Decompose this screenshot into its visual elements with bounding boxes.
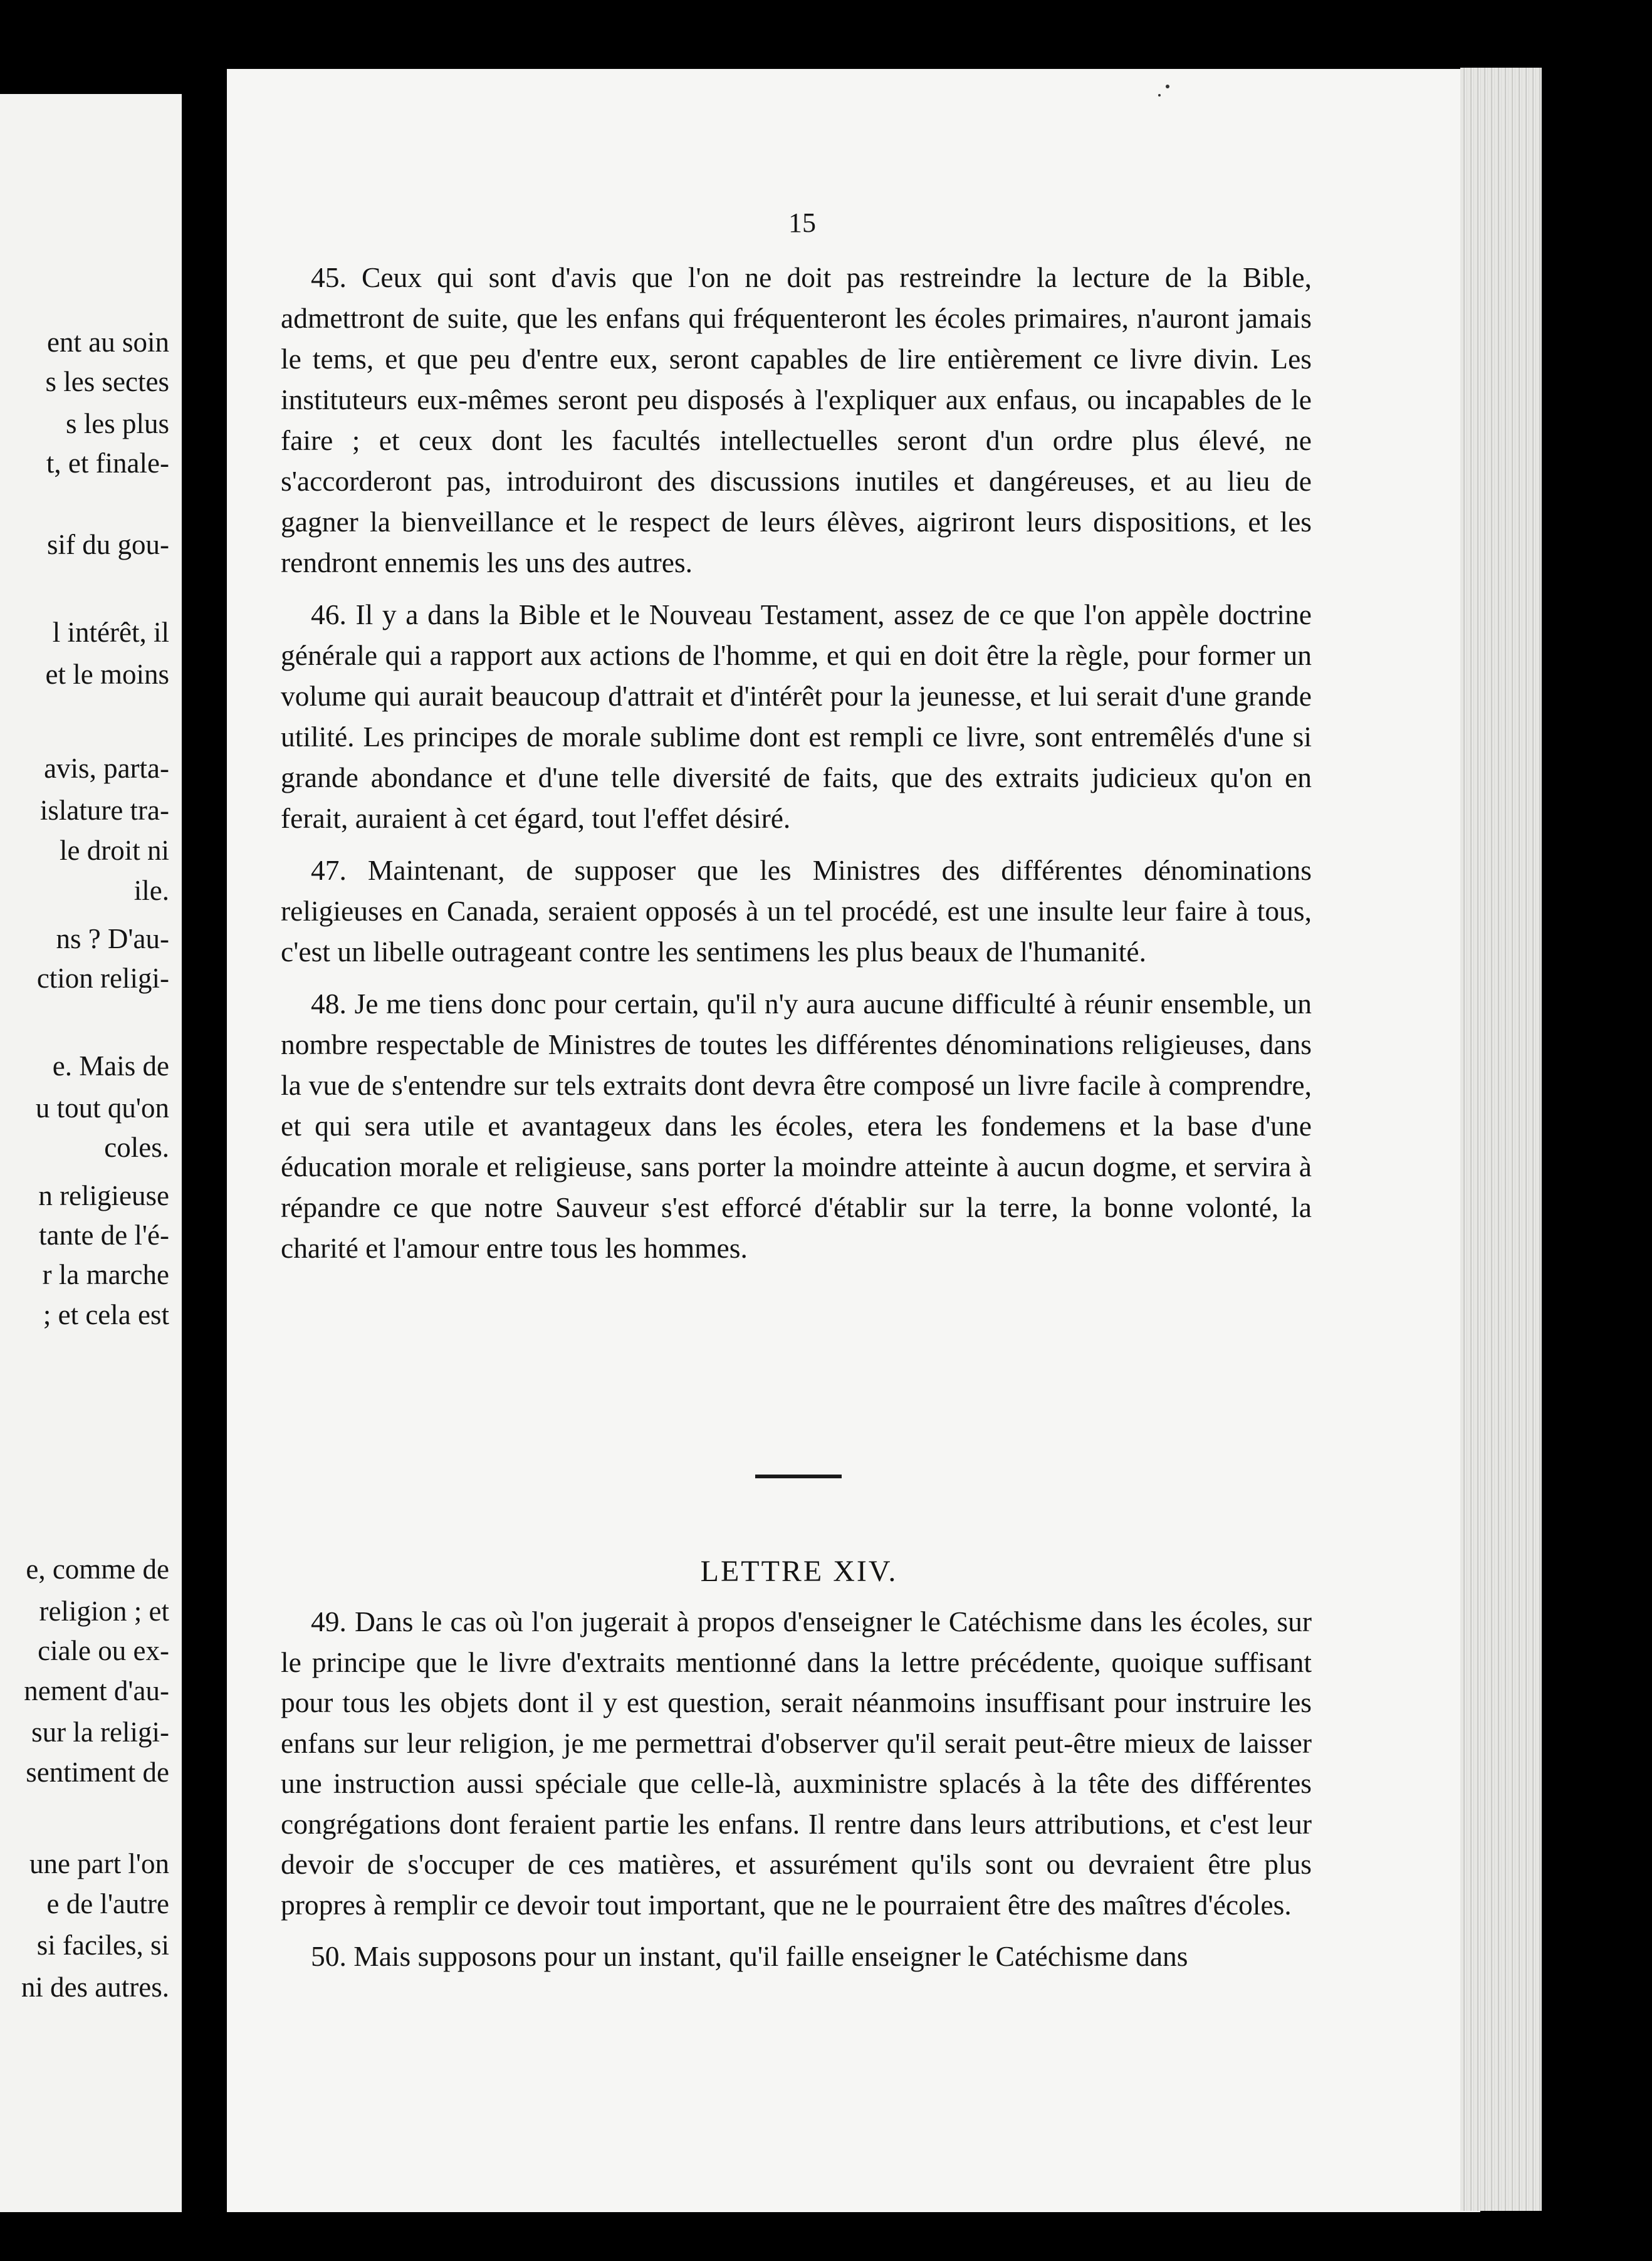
left-page-line: tante de l'é- [39,1219,169,1251]
paragraph-text: Dans le cas où l'on jugerait à propos d'enseigner le Catéchisme dans les écoles, sur le principe que le livre d'extraits mentionné dans la lettre précédente, quoique suffisant pour tous les objets dont il y est question, serait néanmoins insuffisant pour instruire les enfans sur leur religion, je me permettrai d'observer qu'il serait peut-être mieux de laisser une instruction aussi spéciale que celle-là, auxministre splacés à la tête des différentes congrégations dont feraient partie les enfans. Il rentre dans leurs attributions, et c'est leur devoir de s'occuper de ces matières, et assurément qu'ils sont ou devraient être plus propres à remplir ce devoir tout important, que ne le pourraient être des maîtres d'écoles. [281,1606,1312,1921]
paragraph [281,983,1312,1268]
left-page-line: le droit ni [60,835,169,866]
left-page-line: sur la religi- [31,1716,169,1748]
left-page-line: coles. [104,1132,169,1163]
paragraph-text: Je me tiens donc pour certain, qu'il n'y aura aucune difficulté à réunir ensemble, un nombre respectable de Ministres de toutes les différentes dénominations religieuses, dans la vue de s'entendre sur tels extraits dont devra être composé un livre facile à comprendre, et qui sera utile et avantageux dans les écoles, etera les fondemens et la base d'une éducation morale et religieuse, sans porter la moindre atteinte à aucun dogme, et servira à répandre ce que notre Sauveur s'est efforcé d'établir sur la terre, la bonne volonté, la charité et l'amour entre tous les hommes. [281,988,1312,1264]
left-page-line: e, comme de [26,1553,169,1585]
left-page-line: ns ? D'au- [56,923,169,954]
page-number: 15 [788,207,816,238]
page-edges [1460,68,1542,2211]
paragraph-number: 45. [311,261,362,293]
left-page-line: nement d'au- [24,1675,169,1706]
left-page-line: e de l'autre [46,1888,169,1919]
speck [1158,94,1161,97]
speck [1166,85,1169,88]
left-page-line: ent au soin [47,326,169,358]
left-page-line: sif du gou- [47,529,169,560]
paragraph-text: Il y a dans la Bible et le Nouveau Testament, assez de ce que l'on appèle doctrine générale qui a rapport aux actions de l'homme, et qui en doit être la règle, pour former un volume qui aurait beaucoup d'attrait et d'intérêt pour la jeunesse, et lui serait d'une grande utilité. Les principes de morale sublime dont est rempli ce livre, sont entremêlés d'une si grande abondance et d'une telle diversité de faits, que des extraits judicieux qu'on en ferait, auraient à cet égard, tout l'effet désiré. [281,598,1312,834]
left-page-line: e. Mais de [52,1050,169,1082]
left-page-line: t, et finale- [46,447,169,479]
paragraph-number: 49. [311,1606,355,1637]
left-page-line: ciale ou ex- [38,1635,169,1666]
paragraph [281,1936,1312,1977]
paragraph-number: 47. [311,854,368,886]
paragraph [281,594,1312,838]
left-page-line: r la marche [42,1259,169,1290]
left-page-line: l intérêt, il [52,617,169,648]
paragraph [281,850,1312,972]
paragraph-number: 48. [311,988,355,1020]
paragraph [281,257,1312,583]
body-text-continued [281,1602,1312,1988]
left-page-line: religion ; et [39,1595,169,1627]
left-page-line: s les sectes [45,366,169,397]
left-page-line: si faciles, si [36,1929,169,1961]
left-page-line: avis, parta- [44,753,169,784]
left-page-line: islature tra- [39,795,169,826]
left-page-line: ile. [133,875,169,906]
paragraph [281,1602,1312,1925]
paragraph-number: 50. [311,1940,354,1972]
body-text [281,257,1312,1280]
left-page-line: sentiment de [26,1757,169,1788]
left-page-line: n religieuse [38,1180,169,1211]
left-page-line: ction religi- [36,963,169,994]
paragraph-text: Ceux qui sont d'avis que l'on ne doit pas restreindre la lecture de la Bible, admettront de suite, que les enfans qui fréquenteront les écoles primaires, n'auront jamais le tems, et que peu d'entre eux, seront capables de lire entièrement ce livre divin. Les instituteurs eux-mêmes seront peu disposés à l'expliquer aux enfaus, ou incapables de le faire ; et ceux dont les facultés intellectuelles seront d'un ordre plus élevé, ne s'accorderont pas, introduiront des discussions inutiles et dangéreuses, et au lieu de gagner la bienveillance et le respect de leurs élèves, aigriront leurs dispositions, et les rendront ennemis les uns des autres. [281,261,1312,578]
left-facing-page [0,94,182,2212]
section-divider [755,1475,842,1478]
left-page-line: et le moins [45,659,169,690]
section-heading: LETTRE XIV. [700,1555,898,1588]
paragraph-text: Maintenant, de supposer que les Ministres des différentes dénominations religieuses en Canada, seraient opposés à un tel procédé, est une insulte leur faire à tous, c'est un libelle outrageant contre les sentimens les plus beaux de l'humanité. [281,854,1312,968]
left-page-line: une part l'on [29,1848,169,1879]
left-page-line: ni des autres. [21,1971,169,2003]
paragraph-number: 46. [311,598,356,630]
left-page-line: s les plus [65,408,169,439]
left-page-line: u tout qu'on [35,1092,169,1124]
paragraph-text: Mais supposons pour un instant, qu'il faille enseigner le Catéchisme dans [353,1940,1188,1972]
left-page-line: ; et cela est [43,1299,169,1330]
